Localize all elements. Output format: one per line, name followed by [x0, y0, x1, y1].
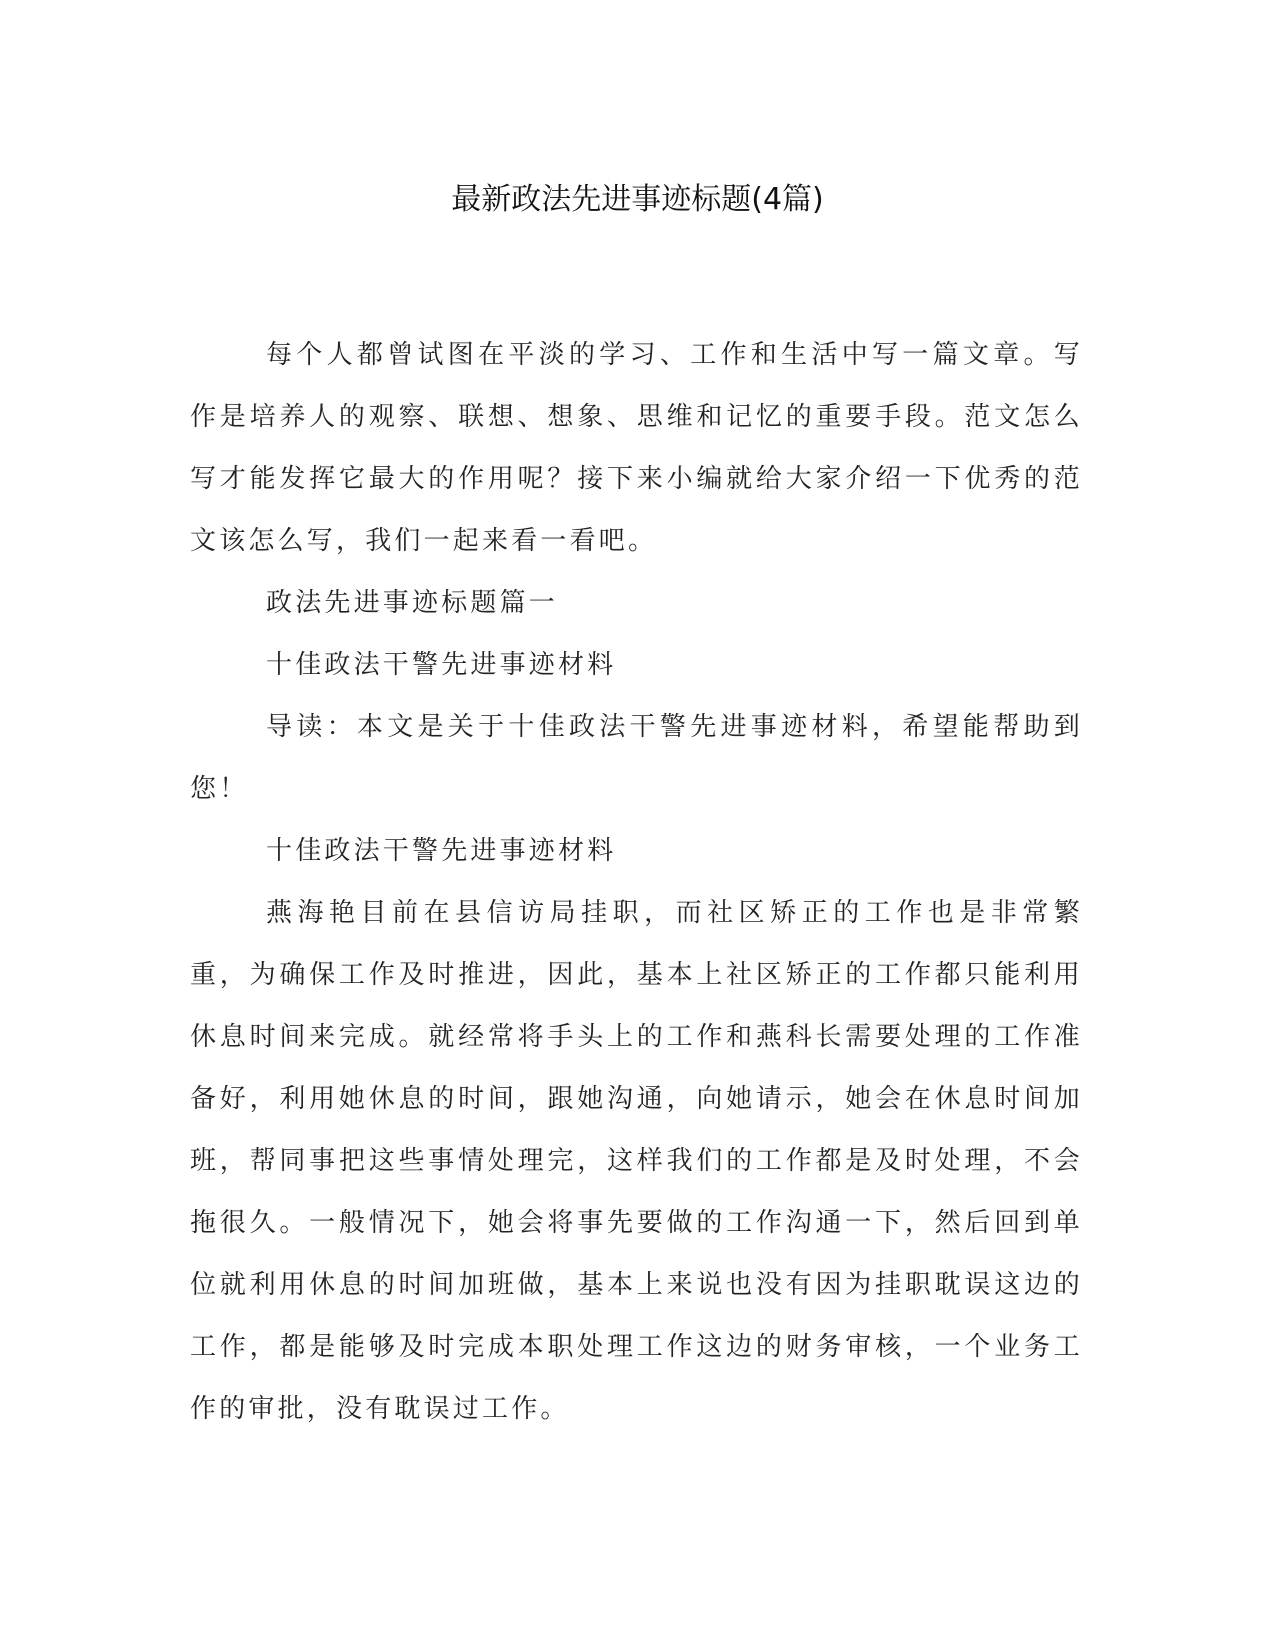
- document-body: [190, 324, 1083, 1440]
- intro-paragraph: 每个人都曾试图在平淡的学习、工作和生活中写一篇文章。写作是培养人的观察、联想、想象、思维和记忆的重要手段。范文怎么写才能发挥它最大的作用呢？接下来小编就给大家介绍一下优秀的范文该怎么写，我们一起来看一看吧。: [190, 340, 1083, 556]
- lead-paragraph: 导读：本文是关于十佳政法干警先进事迹材料，希望能帮助到您！: [190, 712, 1083, 804]
- article-heading: 十佳政法干警先进事迹材料: [266, 650, 617, 680]
- section-heading: 政法先进事迹标题篇一: [266, 588, 559, 618]
- body-paragraph: 燕海艳目前在县信访局挂职，而社区矫正的工作也是非常繁重，为确保工作及时推进，因此，基本上社区矫正的工作都只能利用休息时间来完成。就经常将手头上的工作和燕科长需要处理的工作准备好，利用她休息的时间，跟她沟通，向她请示，她会在休息时间加班，帮同事把这些事情处理完，这样我们的工作都是及时处理，不会拖很久。一般情况下，她会将事先要做的工作沟通一下，然后回到单位就利用休息的时间加班做，基本上来说也没有因为挂职耽误这边的工作，都是能够及时完成本职处理工作这边的财务审核，一个业务工作的审批，没有耽误过工作。: [190, 898, 1083, 1424]
- document-title: 最新政法先进事迹标题(4篇): [451, 182, 824, 217]
- article-subheading: 十佳政法干警先进事迹材料: [266, 836, 617, 866]
